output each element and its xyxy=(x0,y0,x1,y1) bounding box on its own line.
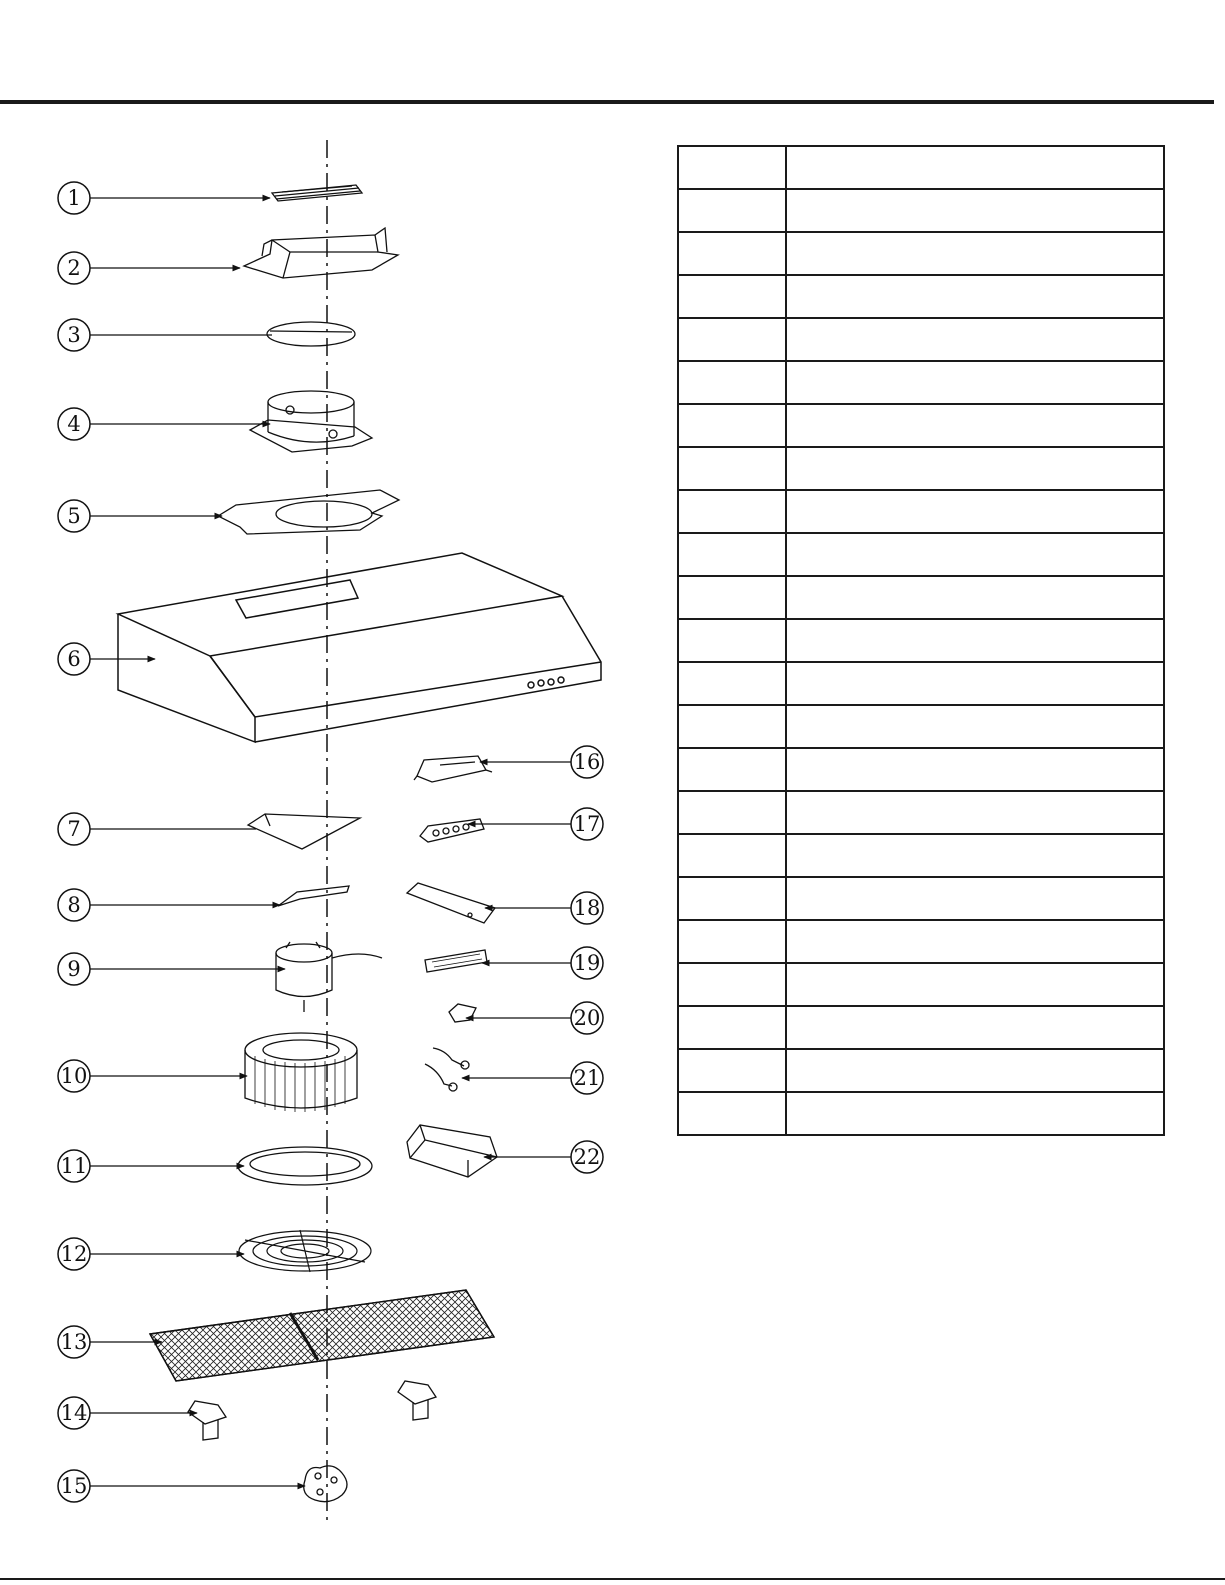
part-15-screws xyxy=(304,1466,347,1502)
svg-text:5: 5 xyxy=(67,504,81,528)
callout-15 xyxy=(58,1470,90,1502)
svg-text:6: 6 xyxy=(67,647,81,671)
callout-14 xyxy=(58,1397,90,1429)
parts-list-table xyxy=(677,145,1165,1136)
part-19-terminal-block xyxy=(425,950,487,972)
part-22-wiring-box xyxy=(407,1125,497,1177)
table-row xyxy=(678,490,1164,533)
part-9-motor xyxy=(276,942,382,1012)
row-no-cell xyxy=(678,1006,786,1049)
row-no-cell xyxy=(678,662,786,705)
table-row xyxy=(678,834,1164,877)
row-no-cell xyxy=(678,318,786,361)
part-1-grille xyxy=(272,185,362,201)
row-description-cell xyxy=(786,533,1164,576)
row-description-cell xyxy=(786,877,1164,920)
header-no-cell xyxy=(678,146,786,189)
svg-text:11: 11 xyxy=(60,1154,88,1178)
row-no-cell xyxy=(678,1092,786,1135)
table-row xyxy=(678,791,1164,834)
table-row xyxy=(678,1049,1164,1092)
svg-text:9: 9 xyxy=(67,957,81,981)
row-no-cell xyxy=(678,404,786,447)
part-5-mounting-plate xyxy=(218,490,399,534)
part-10-blower-wheel xyxy=(245,1033,357,1112)
part-11-ring-plate xyxy=(238,1147,372,1185)
row-description-cell xyxy=(786,705,1164,748)
row-no-cell xyxy=(678,705,786,748)
table-row xyxy=(678,748,1164,791)
part-4-duct-collar xyxy=(250,391,372,452)
row-description-cell xyxy=(786,232,1164,275)
row-no-cell xyxy=(678,791,786,834)
callout-18 xyxy=(571,892,603,924)
svg-text:21: 21 xyxy=(573,1066,601,1090)
row-description-cell xyxy=(786,619,1164,662)
table-row xyxy=(678,1006,1164,1049)
callout-22 xyxy=(571,1141,603,1173)
callout-12 xyxy=(58,1238,90,1270)
part-12-fan-guard xyxy=(239,1230,371,1272)
table-row xyxy=(678,275,1164,318)
part-21-lamp-wires xyxy=(425,1048,469,1091)
table-row xyxy=(678,963,1164,1006)
row-description-cell xyxy=(786,404,1164,447)
part-7-inner-bracket xyxy=(248,814,360,849)
part-18-control-board xyxy=(407,883,495,923)
row-no-cell xyxy=(678,533,786,576)
callout-9 xyxy=(58,953,90,985)
svg-text:14: 14 xyxy=(60,1401,88,1425)
row-description-cell xyxy=(786,834,1164,877)
row-no-cell xyxy=(678,232,786,275)
row-description-cell xyxy=(786,1049,1164,1092)
table-row xyxy=(678,920,1164,963)
row-no-cell xyxy=(678,963,786,1006)
row-description-cell xyxy=(786,748,1164,791)
row-description-cell xyxy=(786,447,1164,490)
table-header-row xyxy=(678,146,1164,189)
part-16-light-housing xyxy=(414,756,492,782)
svg-text:20: 20 xyxy=(573,1006,601,1030)
row-description-cell xyxy=(786,791,1164,834)
callout-6 xyxy=(58,643,90,675)
callout-10 xyxy=(58,1060,90,1092)
row-description-cell xyxy=(786,1006,1164,1049)
svg-text:22: 22 xyxy=(573,1145,601,1169)
callout-1 xyxy=(58,182,90,214)
part-14-filter-brackets xyxy=(188,1381,436,1440)
table-row xyxy=(678,576,1164,619)
svg-text:18: 18 xyxy=(573,896,601,920)
row-no-cell xyxy=(678,275,786,318)
svg-text:3: 3 xyxy=(67,323,81,347)
svg-text:19: 19 xyxy=(573,951,601,975)
callout-3 xyxy=(58,319,90,351)
callout-20 xyxy=(571,1002,603,1034)
row-no-cell xyxy=(678,619,786,662)
header-description-cell xyxy=(786,146,1164,189)
part-6-hood-body xyxy=(118,553,601,742)
callout-8 xyxy=(58,889,90,921)
table-row xyxy=(678,619,1164,662)
row-no-cell xyxy=(678,1049,786,1092)
callout-17 xyxy=(571,808,603,840)
part-13-grease-filter xyxy=(150,1290,494,1381)
table-row xyxy=(678,404,1164,447)
svg-text:8: 8 xyxy=(67,893,81,917)
row-description-cell xyxy=(786,490,1164,533)
callout-7 xyxy=(58,813,90,845)
row-no-cell xyxy=(678,748,786,791)
table-row xyxy=(678,533,1164,576)
leader-lines xyxy=(90,198,571,1486)
svg-text:13: 13 xyxy=(60,1330,88,1354)
table-row xyxy=(678,318,1164,361)
svg-text:12: 12 xyxy=(60,1242,88,1266)
table-row xyxy=(678,361,1164,404)
row-description-cell xyxy=(786,662,1164,705)
svg-text:4: 4 xyxy=(67,412,81,436)
row-description-cell xyxy=(786,963,1164,1006)
table-row xyxy=(678,189,1164,232)
row-no-cell xyxy=(678,576,786,619)
part-17-switch-board xyxy=(420,819,484,842)
callout-5 xyxy=(58,500,90,532)
svg-text:10: 10 xyxy=(60,1064,88,1088)
table-row xyxy=(678,232,1164,275)
callout-11 xyxy=(58,1150,90,1182)
part-2-duct-bracket xyxy=(244,228,398,278)
callout-21 xyxy=(571,1062,603,1094)
svg-text:15: 15 xyxy=(60,1474,88,1498)
svg-text:17: 17 xyxy=(573,812,601,836)
row-no-cell xyxy=(678,834,786,877)
row-no-cell xyxy=(678,490,786,533)
row-description-cell xyxy=(786,275,1164,318)
row-description-cell xyxy=(786,361,1164,404)
table-row xyxy=(678,447,1164,490)
svg-text:1: 1 xyxy=(67,186,81,210)
row-description-cell xyxy=(786,576,1164,619)
part-8-strip xyxy=(278,886,349,906)
table-row xyxy=(678,877,1164,920)
table-row xyxy=(678,662,1164,705)
row-description-cell xyxy=(786,189,1164,232)
callout-16 xyxy=(571,746,603,778)
table-row xyxy=(678,1092,1164,1135)
row-description-cell xyxy=(786,1092,1164,1135)
svg-text:16: 16 xyxy=(573,750,601,774)
part-20-connector xyxy=(449,1004,476,1022)
row-no-cell xyxy=(678,189,786,232)
callout-19 xyxy=(571,947,603,979)
row-description-cell xyxy=(786,920,1164,963)
part-3-gasket xyxy=(267,322,355,346)
row-no-cell xyxy=(678,920,786,963)
svg-text:2: 2 xyxy=(67,256,81,280)
svg-text:7: 7 xyxy=(67,817,81,841)
row-no-cell xyxy=(678,361,786,404)
callout-4 xyxy=(58,408,90,440)
row-no-cell xyxy=(678,877,786,920)
callout-2 xyxy=(58,252,90,284)
callout-13 xyxy=(58,1326,90,1358)
row-no-cell xyxy=(678,447,786,490)
row-description-cell xyxy=(786,318,1164,361)
table-row xyxy=(678,705,1164,748)
